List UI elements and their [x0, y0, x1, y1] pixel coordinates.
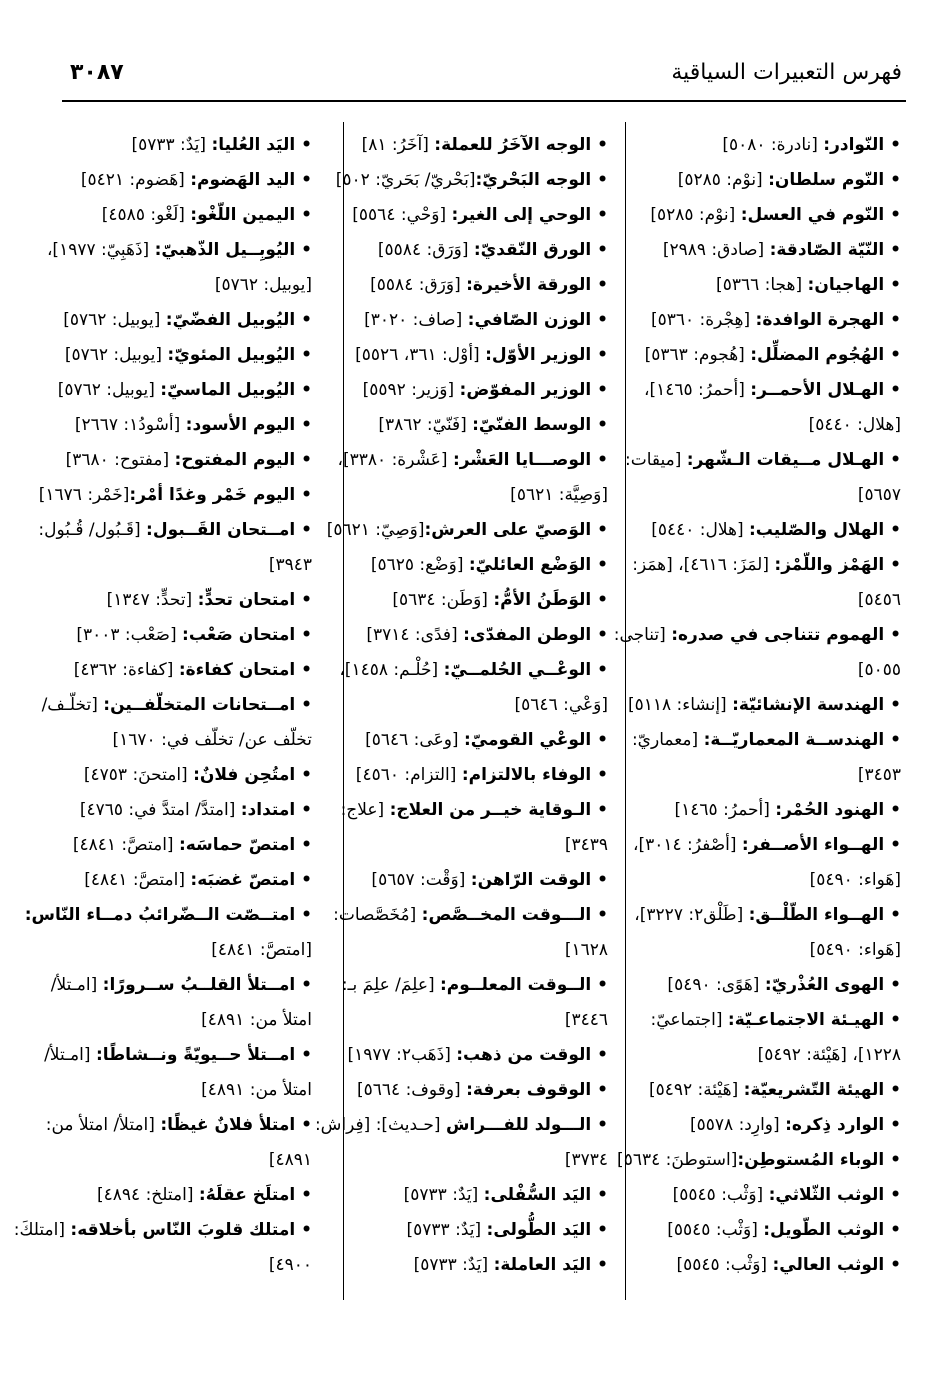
- entry-term: • الوَصيّ على العرش:: [424, 520, 608, 540]
- index-entry-continuation: [636, 863, 901, 898]
- entry-term: • اليمين اللّغْو:: [190, 205, 312, 225]
- entry-term: • الوطن المفدّى:: [463, 625, 608, 645]
- entry-term: • الوجه البَحْريّ:: [475, 170, 608, 190]
- entry-reference: ٥٤٥٦]: [857, 590, 901, 610]
- entry-term: • الهـلال الأحمــر:: [750, 380, 901, 400]
- index-entry: [632, 548, 901, 583]
- index-entry: [627, 688, 901, 723]
- index-entry: [44, 1038, 312, 1073]
- entry-reference: [وَزير: ٥٥٩٢]: [362, 380, 460, 400]
- index-entry: [335, 233, 608, 268]
- entry-reference: [فَنّيّ: ٣٨٦٢]: [378, 415, 473, 435]
- entry-reference: [امتحنَ: ٤٧٥٣]: [83, 765, 194, 785]
- entry-reference: [نادرة: ٥٠٨٠]: [722, 135, 824, 155]
- index-entry: [335, 443, 608, 478]
- index-entry: [46, 233, 312, 268]
- entry-reference: [امتلأ/ امتلأ من:: [45, 1115, 161, 1135]
- index-entry-continuation: [335, 478, 608, 513]
- index-entry: [335, 1073, 608, 1108]
- entry-term: • الوزير الأوّل:: [485, 345, 608, 365]
- entry-term: • اليُوبِــيل الذّهبيّ:: [154, 240, 312, 260]
- entry-term: • امتلأ فلانٌ غيظًا:: [160, 1115, 312, 1135]
- index-entry: [57, 443, 312, 478]
- entry-term: • اليَد العاملة:: [493, 1255, 608, 1275]
- page-number: ٣٠٨٧: [70, 60, 124, 85]
- index-entry: [636, 1108, 901, 1143]
- index-entry-continuation: [57, 1248, 312, 1283]
- index-entry: [335, 723, 608, 758]
- entry-term: • الوثب الطّويل:: [763, 1220, 901, 1240]
- entry-reference: [آخَرُ: ٨١]: [361, 135, 435, 155]
- index-entry-continuation: [57, 548, 312, 583]
- index-entry: [57, 583, 312, 618]
- entry-reference: [هَضوم: ٥٤٢١]: [80, 170, 191, 190]
- entry-term: • الهندســة المعماريّــة:: [703, 730, 901, 750]
- index-entry-continuation: [57, 268, 312, 303]
- entry-reference: [وقوف: ٥٦٦٤]: [357, 1080, 467, 1100]
- entry-term: • الهُجُوم المضلِّل:: [750, 345, 901, 365]
- entry-reference: [نوْم: ٥٢٨٥]: [650, 205, 741, 225]
- entry-reference: [امتصَّ: ٤٨٤١]: [84, 870, 191, 890]
- index-entry-continuation: [57, 1143, 312, 1178]
- column-divider-right: [625, 122, 626, 1300]
- entry-reference: [نوْم: ٥٢٨٥]: [677, 170, 769, 190]
- index-entry: [631, 723, 901, 758]
- index-entry-continuation: [636, 1038, 901, 1073]
- entry-reference: [امتلخ: ٤٨٩٤]: [97, 1185, 199, 1205]
- index-entry-continuation: [335, 933, 608, 968]
- index-entry: [636, 968, 901, 1003]
- entry-reference: [امتصَّ: ٤٨٤١]: [211, 940, 312, 960]
- index-entry-continuation: [57, 933, 312, 968]
- entry-reference: [امتلكَ:: [13, 1220, 71, 1240]
- entry-reference: [أوْل: ٣٦١، ٥٥٢٦]: [355, 345, 486, 365]
- index-entry: [335, 968, 608, 1003]
- entry-reference: [هَيْئة: ٥٤٩٢]: [648, 1080, 744, 1100]
- index-entry: [636, 303, 901, 338]
- index-entry: [613, 618, 901, 653]
- entry-reference: [وارِد: ٥٥٧٨]: [690, 1115, 786, 1135]
- entry-term: • الهنود الحُمْر:: [775, 800, 901, 820]
- entry-term: • الهندسة الإنشائيّة:: [732, 695, 901, 715]
- entry-term: • امتــصّت الــضّرائبُ دمــاء النّاس:: [24, 905, 312, 925]
- index-entry: [636, 898, 901, 933]
- entry-reference: ٣٤٣٩]: [564, 835, 608, 855]
- entry-reference: [يوبيل: ٥٧٦٢]: [63, 310, 166, 330]
- index-entry: [326, 513, 608, 548]
- entry-term: • اليوم خَمْر وغدًا أمْر:: [129, 485, 312, 505]
- entry-reference: [إنشاء: ٥١١٨]: [627, 695, 733, 715]
- entry-reference: ٤٩٠٠]: [268, 1255, 312, 1275]
- index-entry: [57, 618, 312, 653]
- entry-reference: [ذَهَبِيّ: ١٩٧٧]،: [46, 240, 155, 260]
- entry-reference: [يَدٌ: ٥٧٣٣]: [131, 135, 212, 155]
- entry-term: • الهَمْز واللّمْز:: [774, 555, 901, 575]
- entry-term: • الوقت الرّاهن:: [470, 870, 608, 890]
- index-entry: [335, 793, 608, 828]
- entry-term: • الوحي إلى الغير:: [451, 205, 608, 225]
- entry-reference: [وَحْي: ٥٥٦٤]: [352, 205, 452, 225]
- entry-reference: [وعَى: ٥٦٤٦]: [365, 730, 464, 750]
- index-entry: [636, 233, 901, 268]
- index-entry-continuation: [57, 1003, 312, 1038]
- entry-reference: [التزام: ٤٥٦٠]: [355, 765, 462, 785]
- entry-reference: [لمَزَ: ٤٦١٦]، [همَز:: [632, 555, 775, 575]
- index-entry: [335, 408, 608, 443]
- index-entry: [636, 1248, 901, 1283]
- entry-term: • الوسط الفنّيّ:: [472, 415, 608, 435]
- index-entry: [45, 1108, 312, 1143]
- entry-term: • امتلك قلوبَ النّاس بأخلاقه:: [70, 1220, 312, 1240]
- entry-reference: [استوطنَ: ٥٦٣٤]: [617, 1150, 738, 1170]
- entry-term: • اليَد العُليا:: [211, 135, 312, 155]
- entry-reference: ٣٩٤٣]: [268, 555, 312, 575]
- index-entry: [50, 968, 312, 1003]
- index-entry-continuation: [57, 1073, 312, 1108]
- index-entry: [335, 1178, 608, 1213]
- entry-reference: [امتدَّ/ امتدَّ في: ٤٧٦٥]: [79, 800, 241, 820]
- entry-term: • الوفاء بالالتزام:: [461, 765, 608, 785]
- entry-reference: [ميقات:: [624, 450, 687, 470]
- entry-reference: [كفاءة: ٤٣٦٢]: [73, 660, 179, 680]
- entry-reference: [وَقْت: ٥٦٥٧]: [371, 870, 471, 890]
- index-entry: [624, 443, 901, 478]
- entry-term: • الهموم تتناجى في صدره:: [671, 625, 901, 645]
- entry-term: • اليُوبيل الفضّيّ:: [165, 310, 312, 330]
- entry-reference: ٤٨٩١]: [268, 1150, 312, 1170]
- entry-reference: [هجا: ٥٣٦٦]: [716, 275, 808, 295]
- entry-reference: [مفتوح: ٣٦٨٠]: [65, 450, 175, 470]
- entry-term: • الـــوقت المخــصَّص:: [421, 905, 608, 925]
- entry-reference: امتلأ من: ٤٨٩١]: [201, 1080, 312, 1100]
- entry-reference: [وَرَق: ٥٥٨٤]: [377, 240, 474, 260]
- entry-term: • اليُوبيل الماسيّ:: [160, 380, 312, 400]
- index-entry-continuation: [636, 478, 901, 513]
- index-entry: [38, 478, 312, 513]
- index-entry: [38, 513, 312, 548]
- entry-term: • الـــولد للفـــراش: [445, 1115, 608, 1135]
- entry-term: • النّيّة الصّادقة:: [769, 240, 901, 260]
- entry-reference: [قَـبُول/ قُـبُول:: [38, 520, 147, 540]
- entry-reference: [وَثْب: ٥٥٤٥]: [676, 1255, 773, 1275]
- entry-term: • الهــواء الأصــفر:: [741, 835, 901, 855]
- entry-reference: [خَمْر: ١٦٧٦]: [38, 485, 130, 505]
- entry-reference: [أحمرُ: ١٤٦٥]: [674, 800, 776, 820]
- index-entry: [636, 1073, 901, 1108]
- index-entry: [636, 793, 901, 828]
- entry-term: • اليُوبيل المئويّ:: [167, 345, 312, 365]
- entry-term: • النّوادر:: [823, 135, 901, 155]
- entry-term: • النّوم سلطان:: [768, 170, 901, 190]
- index-entry: [335, 373, 608, 408]
- entry-term: • الوثب العالي:: [772, 1255, 901, 1275]
- index-entry: [57, 163, 312, 198]
- entry-term: • امتداد:: [240, 800, 312, 820]
- entry-term: • اليوم المفتوح:: [174, 450, 312, 470]
- entry-term: • امــتلأ القلــبُ ســرورًا:: [102, 975, 312, 995]
- entry-term: • امتلَخ عقلَهُ:: [198, 1185, 312, 1205]
- index-entry: [636, 338, 901, 373]
- entry-reference: [معماريّ:: [631, 730, 704, 750]
- index-entry: [335, 1213, 608, 1248]
- entry-term: • الهلال والصّليب:: [749, 520, 901, 540]
- index-entry: [57, 338, 312, 373]
- entry-term: • الوعْي القوميّ:: [463, 730, 608, 750]
- entry-term: • الوزن الصّافي:: [467, 310, 608, 330]
- entry-reference: ٣٧٣٤]: [564, 1150, 608, 1170]
- entry-term: • الـوقاية خيــر من العلاج:: [389, 800, 608, 820]
- entry-reference: [وَرَق: ٥٥٨٤]: [370, 275, 467, 295]
- entry-reference: [وَضْع: ٥٦٢٥]: [370, 555, 469, 575]
- index-entry: [57, 828, 312, 863]
- index-entry: [57, 863, 312, 898]
- index-entry: [57, 408, 312, 443]
- entry-reference: [وَثْب: ٥٥٤٥]: [672, 1185, 769, 1205]
- entry-reference: [أحمرُ: ١٤٦٥]،: [644, 380, 751, 400]
- index-entry: [636, 163, 901, 198]
- index-entry: [41, 688, 312, 723]
- index-entry: [335, 583, 608, 618]
- entry-reference: [هَواء: ٥٤٩٠]: [809, 870, 901, 890]
- entry-term: • الوارد ذِكره:: [785, 1115, 901, 1135]
- entry-reference: [تحدٍّ: ١٣٤٧]: [106, 590, 198, 610]
- index-entry: [57, 1178, 312, 1213]
- entry-reference: تخلّف عن/ تخلّف في: ١٦٧٠]: [112, 730, 312, 750]
- entry-reference: [هَواء: ٥٤٩٠]: [809, 940, 901, 960]
- entry-term: • الوقوف بعرفة:: [466, 1080, 608, 1100]
- index-entry-continuation: [636, 758, 901, 793]
- entry-term: • الهاجيان:: [807, 275, 901, 295]
- index-entry: [335, 548, 608, 583]
- entry-term: • الوعْــي الحُلمــيّ:: [443, 660, 608, 680]
- index-entry: [632, 828, 901, 863]
- entry-term: • امــتلأ حــيويّةً ونــشاطًا:: [95, 1045, 312, 1065]
- header-rule: [62, 100, 906, 102]
- entry-term: • اليَد السُّفْلى:: [483, 1185, 608, 1205]
- entry-reference: [طَلْق٢: ٣٢٢٧]،: [634, 905, 749, 925]
- entry-term: • امتصّ حماسَه:: [178, 835, 312, 855]
- entry-reference: ٥٠٥٥]: [857, 660, 901, 680]
- index-entry: [636, 198, 901, 233]
- entry-term: • الوثب الثّلاثي:: [768, 1185, 901, 1205]
- entry-term: • امتحان صَعْب:: [182, 625, 312, 645]
- entry-reference: [اجتماعيّ:: [650, 1010, 728, 1030]
- page-header: [70, 60, 902, 94]
- index-entry: [636, 513, 901, 548]
- index-entry: [57, 793, 312, 828]
- entry-reference: [حـديث]: [فِراش:: [314, 1115, 446, 1135]
- index-entry: [314, 1108, 608, 1143]
- index-entry-continuation: [636, 583, 901, 618]
- entry-term: • الوَطَنُ الأمُّ:: [493, 590, 608, 610]
- entry-reference: [علاج:: [340, 800, 390, 820]
- index-entry: [335, 198, 608, 233]
- entry-reference: [يَدٌ: ٥٧٣٣]: [406, 1220, 487, 1240]
- index-entry: [636, 1213, 901, 1248]
- entry-reference: [وَصِيّ: ٥٦٢١]: [326, 520, 425, 540]
- entry-reference: [تناجى:: [613, 625, 672, 645]
- entry-reference: [هُجوم: ٥٣٦٣]: [644, 345, 751, 365]
- entry-reference: [هلال: ٥٤٤٠]: [651, 520, 749, 540]
- entry-reference: [مُخَصَّصات:: [333, 905, 422, 925]
- entry-term: • الوصـــايا العَشْر:: [452, 450, 608, 470]
- entry-term: • الهـلال مــيقات الـشّهر:: [686, 450, 901, 470]
- entry-reference: ٥٦٥٧]: [857, 485, 901, 505]
- index-column-middle: [314, 128, 608, 1283]
- entry-term: • الورقة الأخيرة:: [466, 275, 608, 295]
- entry-reference: [يوبيل: ٥٧٦٢]: [64, 345, 168, 365]
- running-title: فهرس التعبيرات السياقية: [671, 60, 902, 85]
- index-entry: [636, 1003, 901, 1038]
- index-entry: [335, 863, 608, 898]
- entry-reference: ٣٤٤٦]: [564, 1010, 608, 1030]
- index-entry: [335, 618, 608, 653]
- index-entry: [335, 268, 608, 303]
- index-entry: [57, 653, 312, 688]
- entry-reference: [تخلّـف/: [41, 695, 104, 715]
- entry-reference: [امتصَّ: ٤٨٤١]: [72, 835, 179, 855]
- entry-term: • الوباء المُستوطِن:: [737, 1150, 901, 1170]
- index-entry: [335, 653, 608, 688]
- entry-reference: [هَوًى: ٥٤٩٠]: [667, 975, 765, 995]
- entry-term: • الهيئة التّشريعيّة:: [743, 1080, 901, 1100]
- entry-term: • الــوقت المعلــوم:: [440, 975, 608, 995]
- entry-term: • امــتحانات المتخلّفــين:: [103, 695, 312, 715]
- index-entry-continuation: [636, 408, 901, 443]
- entry-reference: [صاف: ٣٠٢٠]: [364, 310, 468, 330]
- entry-reference: [وَعْي: ٥٦٤٦]: [514, 695, 608, 715]
- entry-reference: [لَغْو: ٤٥٨٥]: [101, 205, 191, 225]
- entry-reference: [امـتلأ/: [44, 1045, 96, 1065]
- index-entry: [335, 163, 608, 198]
- entry-reference: [يَدٌ: ٥٧٣٣]: [413, 1255, 494, 1275]
- index-entry: [57, 758, 312, 793]
- entry-reference: ١٦٢٨]: [564, 940, 608, 960]
- entry-reference: [أصْفرُ: ٣٠١٤]،: [632, 835, 742, 855]
- entry-term: • الوزير المفوّض:: [459, 380, 608, 400]
- index-column-left: [13, 128, 312, 1283]
- entry-reference: [هِجْرة: ٥٣٦٠]: [650, 310, 756, 330]
- entry-reference: [وَثْب: ٥٥٤٥]: [667, 1220, 764, 1240]
- index-entry-continuation: [636, 653, 901, 688]
- entry-term: • امــتحان القَــبول:: [146, 520, 312, 540]
- entry-reference: [بَحْريّ/ بَحَريّ: ٥٠٢]: [335, 170, 476, 190]
- entry-reference: [هلال: ٥٤٤٠]: [808, 415, 901, 435]
- entry-reference: [يوبيل: ٥٧٦٢]: [214, 275, 312, 295]
- index-entry-continuation: [335, 1143, 608, 1178]
- entry-reference: امتلأ من: ٤٨٩١]: [201, 1010, 312, 1030]
- index-column-right: [613, 128, 901, 1283]
- entry-reference: [عَشْرة: ٣٣٨٠]،: [337, 450, 453, 470]
- index-entry: [636, 373, 901, 408]
- entry-term: • امتُحِن فلانٌ:: [193, 765, 312, 785]
- entry-term: • اليَد الطُّولى:: [486, 1220, 608, 1240]
- entry-reference: [يَدٌ: ٥٧٣٣]: [403, 1185, 484, 1205]
- index-entry-continuation: [335, 1003, 608, 1038]
- entry-reference: ٣٤٥٣]: [857, 765, 901, 785]
- entry-reference: [فدًى: ٣٧١٤]: [366, 625, 464, 645]
- index-entry: [57, 303, 312, 338]
- entry-reference: [صادق: ٢٩٨٩]: [662, 240, 770, 260]
- index-entry: [335, 898, 608, 933]
- entry-term: • الوجه الآخَرُ للعملة:: [434, 135, 608, 155]
- entry-reference: [امـتلأ/: [50, 975, 103, 995]
- entry-reference: [وَصِيَّة: ٥٦٢١]: [510, 485, 608, 505]
- entry-reference: [وَطَن: ٥٦٣٤]: [392, 590, 494, 610]
- index-entry: [24, 898, 312, 933]
- entry-reference: [يوبيل: ٥٧٦٢]: [57, 380, 161, 400]
- index-entry-continuation: [636, 933, 901, 968]
- entry-term: • الهيـئة الاجتماعـيّة:: [727, 1010, 901, 1030]
- entry-term: • امتحان تحدٍّ:: [197, 590, 312, 610]
- index-entry: [335, 758, 608, 793]
- index-entry-continuation: [335, 688, 608, 723]
- entry-term: • اليد الهَضوم:: [190, 170, 312, 190]
- entry-term: • الوَضْع العائليّ:: [468, 555, 608, 575]
- entry-term: • الهجرة الوافدة:: [755, 310, 901, 330]
- index-entry: [335, 1038, 608, 1073]
- index-entry: [57, 128, 312, 163]
- entry-reference: [صَعْب: ٣٠٠٣]: [76, 625, 183, 645]
- entry-term: • الوقت من ذهب:: [456, 1045, 608, 1065]
- index-entry: [335, 338, 608, 373]
- entry-reference: [ذَهَب٢: ١٩٧٧]: [347, 1045, 457, 1065]
- index-entry: [636, 128, 901, 163]
- entry-term: • الورق النّقديّ:: [473, 240, 608, 260]
- entry-term: • الهوى العُذْريّ:: [764, 975, 901, 995]
- entry-reference: ١٢٢٨]، [هَيْئة: ٥٤٩٢]: [757, 1045, 901, 1065]
- index-entry: [57, 373, 312, 408]
- index-entry-continuation: [57, 723, 312, 758]
- index-entry: [335, 1248, 608, 1283]
- entry-term: • امتحان كفاءة:: [178, 660, 312, 680]
- entry-reference: [علِمَ/ علِمَ بـ:: [341, 975, 440, 995]
- entry-reference: [أسْودُ١: ٢٦٦٧]: [74, 415, 186, 435]
- entry-term: • الهــواء الطّلْــق:: [748, 905, 901, 925]
- index-entry: [57, 198, 312, 233]
- index-entry: [335, 128, 608, 163]
- entry-term: • اليوم الأسود:: [185, 415, 312, 435]
- index-entry: [335, 303, 608, 338]
- index-entry: [636, 268, 901, 303]
- entry-reference: [حُلْـم: ١٤٥٨]،: [339, 660, 444, 680]
- index-entry: [617, 1143, 901, 1178]
- index-entry: [13, 1213, 312, 1248]
- index-entry-continuation: [335, 828, 608, 863]
- index-entry: [636, 1178, 901, 1213]
- entry-term: • النّوم في العسل:: [740, 205, 901, 225]
- entry-term: • امتصّ غضبَه:: [190, 870, 312, 890]
